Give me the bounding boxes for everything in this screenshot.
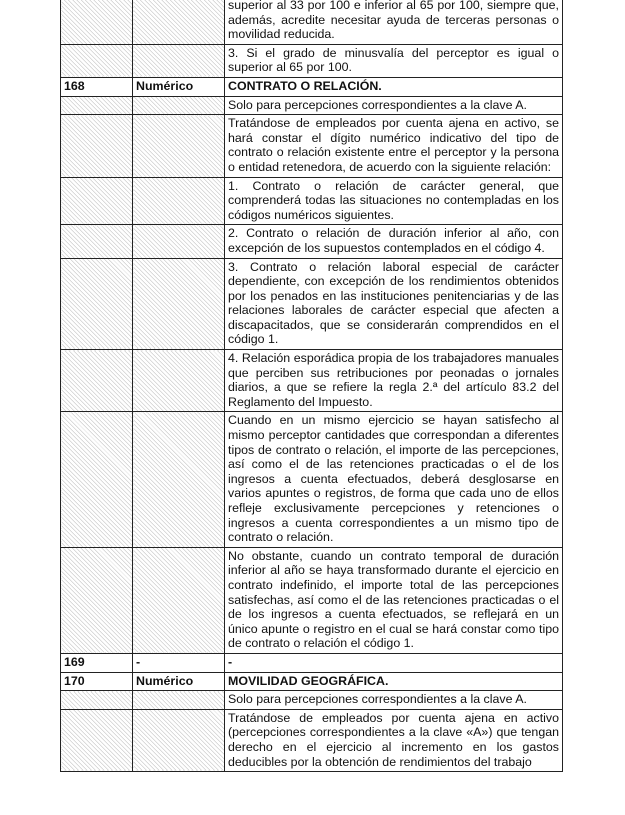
field-type: Numérico: [133, 672, 225, 691]
table-row: [61, 691, 563, 710]
field-type: -: [133, 653, 225, 672]
description-cell: 2. Contrato o relación de duración inferior al año, con excepción de los supuestos contemplados en el código 4.: [225, 225, 563, 258]
description-cell: 3. Contrato o relación laboral especial de carácter dependiente, con excepción de los rendimientos obtenidos por los penados en las instituciones penitenciarias y de las relaciones laborales de carácter especial que afecten a discapacitados, que se considerarán comprendidos en el código 1.: [225, 258, 563, 350]
table-row: [61, 177, 563, 225]
position-cell: [61, 547, 133, 653]
type-cell: [133, 96, 225, 115]
field-position: 170: [61, 672, 133, 691]
field-position: 168: [61, 77, 133, 96]
type-cell: [133, 691, 225, 710]
type-cell: [133, 177, 225, 225]
position-cell: [61, 44, 133, 77]
field-header-row: [61, 77, 563, 96]
field-type: Numérico: [133, 77, 225, 96]
field-title: CONTRATO O RELACIÓN.: [225, 77, 563, 96]
table-row: [61, 709, 563, 771]
table-row: [61, 547, 563, 653]
field-header-row: [61, 672, 563, 691]
position-cell: [61, 225, 133, 258]
field-header-row: [61, 653, 563, 672]
type-cell: [133, 225, 225, 258]
type-cell: [133, 0, 225, 44]
type-cell: [133, 115, 225, 177]
table-row: [61, 0, 563, 44]
description-cell: Solo para percepciones correspondientes a la clave A.: [225, 96, 563, 115]
position-cell: [61, 412, 133, 547]
type-cell: [133, 350, 225, 412]
table-row: [61, 225, 563, 258]
type-cell: [133, 547, 225, 653]
field-title: MOVILIDAD GEOGRÁFICA.: [225, 672, 563, 691]
description-cell: superior al 33 por 100 e inferior al 65 por 100, siempre que, además, acredite necesitar ayuda de terceras personas o movilidad reducida.: [225, 0, 563, 44]
type-cell: [133, 412, 225, 547]
position-cell: [61, 709, 133, 771]
description-cell: Tratándose de empleados por cuenta ajena en activo (percepciones correspondientes a la clave «A») que tengan derecho en el ejercicio al incremento en los gastos deducibles por la obtención de rendimientos del trabajo: [225, 709, 563, 771]
position-cell: [61, 115, 133, 177]
table-row: [61, 44, 563, 77]
description-cell: Cuando en un mismo ejercicio se hayan satisfecho al mismo perceptor cantidades que correspondan a diferentes tipos de contrato o relación, el importe de las percepciones, así como el de las retenciones practicadas o el de los ingresos a cuenta efectuados, deberá desglosarse en varios apuntes o registros, de forma que cada uno de ellos refleje exclusivamente percepciones y retenciones o ingresos a cuenta correspondientes a un mismo tipo de contrato o relación.: [225, 412, 563, 547]
description-cell: 4. Relación esporádica propia de los trabajadores manuales que perciben sus retribuciones por peonadas o jornales diarios, a que se refiere la regla 2.ª del artículo 83.2 del Reglamento del Impuesto.: [225, 350, 563, 412]
table-row: [61, 412, 563, 547]
description-cell: Tratándose de empleados por cuenta ajena en activo, se hará constar el dígito numérico indicativo del tipo de contrato o relación existente entre el perceptor y la persona o entidad retenedora, de acuerdo con la siguiente relación:: [225, 115, 563, 177]
type-cell: [133, 44, 225, 77]
table-row: [61, 115, 563, 177]
description-cell: 1. Contrato o relación de carácter general, que comprenderá todas las situaciones no contempladas en los códigos numéricos siguientes.: [225, 177, 563, 225]
position-cell: [61, 177, 133, 225]
table-row: [61, 96, 563, 115]
position-cell: [61, 350, 133, 412]
position-cell: [61, 96, 133, 115]
description-cell: No obstante, cuando un contrato temporal de duración inferior al año se haya transformado durante el ejercicio en contrato indefinido, el importe total de las percepciones satisfechas, así como el de las retenciones practicadas o el de los ingresos a cuenta efectuados, se reflejará en un único apunte o registro en el cual se hará constar como tipo de contrato o relación el código 1.: [225, 547, 563, 653]
field-position: 169: [61, 653, 133, 672]
field-title: -: [225, 653, 563, 672]
table-row: [61, 258, 563, 350]
type-cell: [133, 709, 225, 771]
description-cell: Solo para percepciones correspondientes a la clave A.: [225, 691, 563, 710]
table-row: [61, 350, 563, 412]
position-cell: [61, 691, 133, 710]
description-cell: 3. Si el grado de minusvalía del perceptor es igual o superior al 65 por 100.: [225, 44, 563, 77]
field-spec-table: [60, 0, 563, 772]
position-cell: [61, 0, 133, 44]
type-cell: [133, 258, 225, 350]
position-cell: [61, 258, 133, 350]
